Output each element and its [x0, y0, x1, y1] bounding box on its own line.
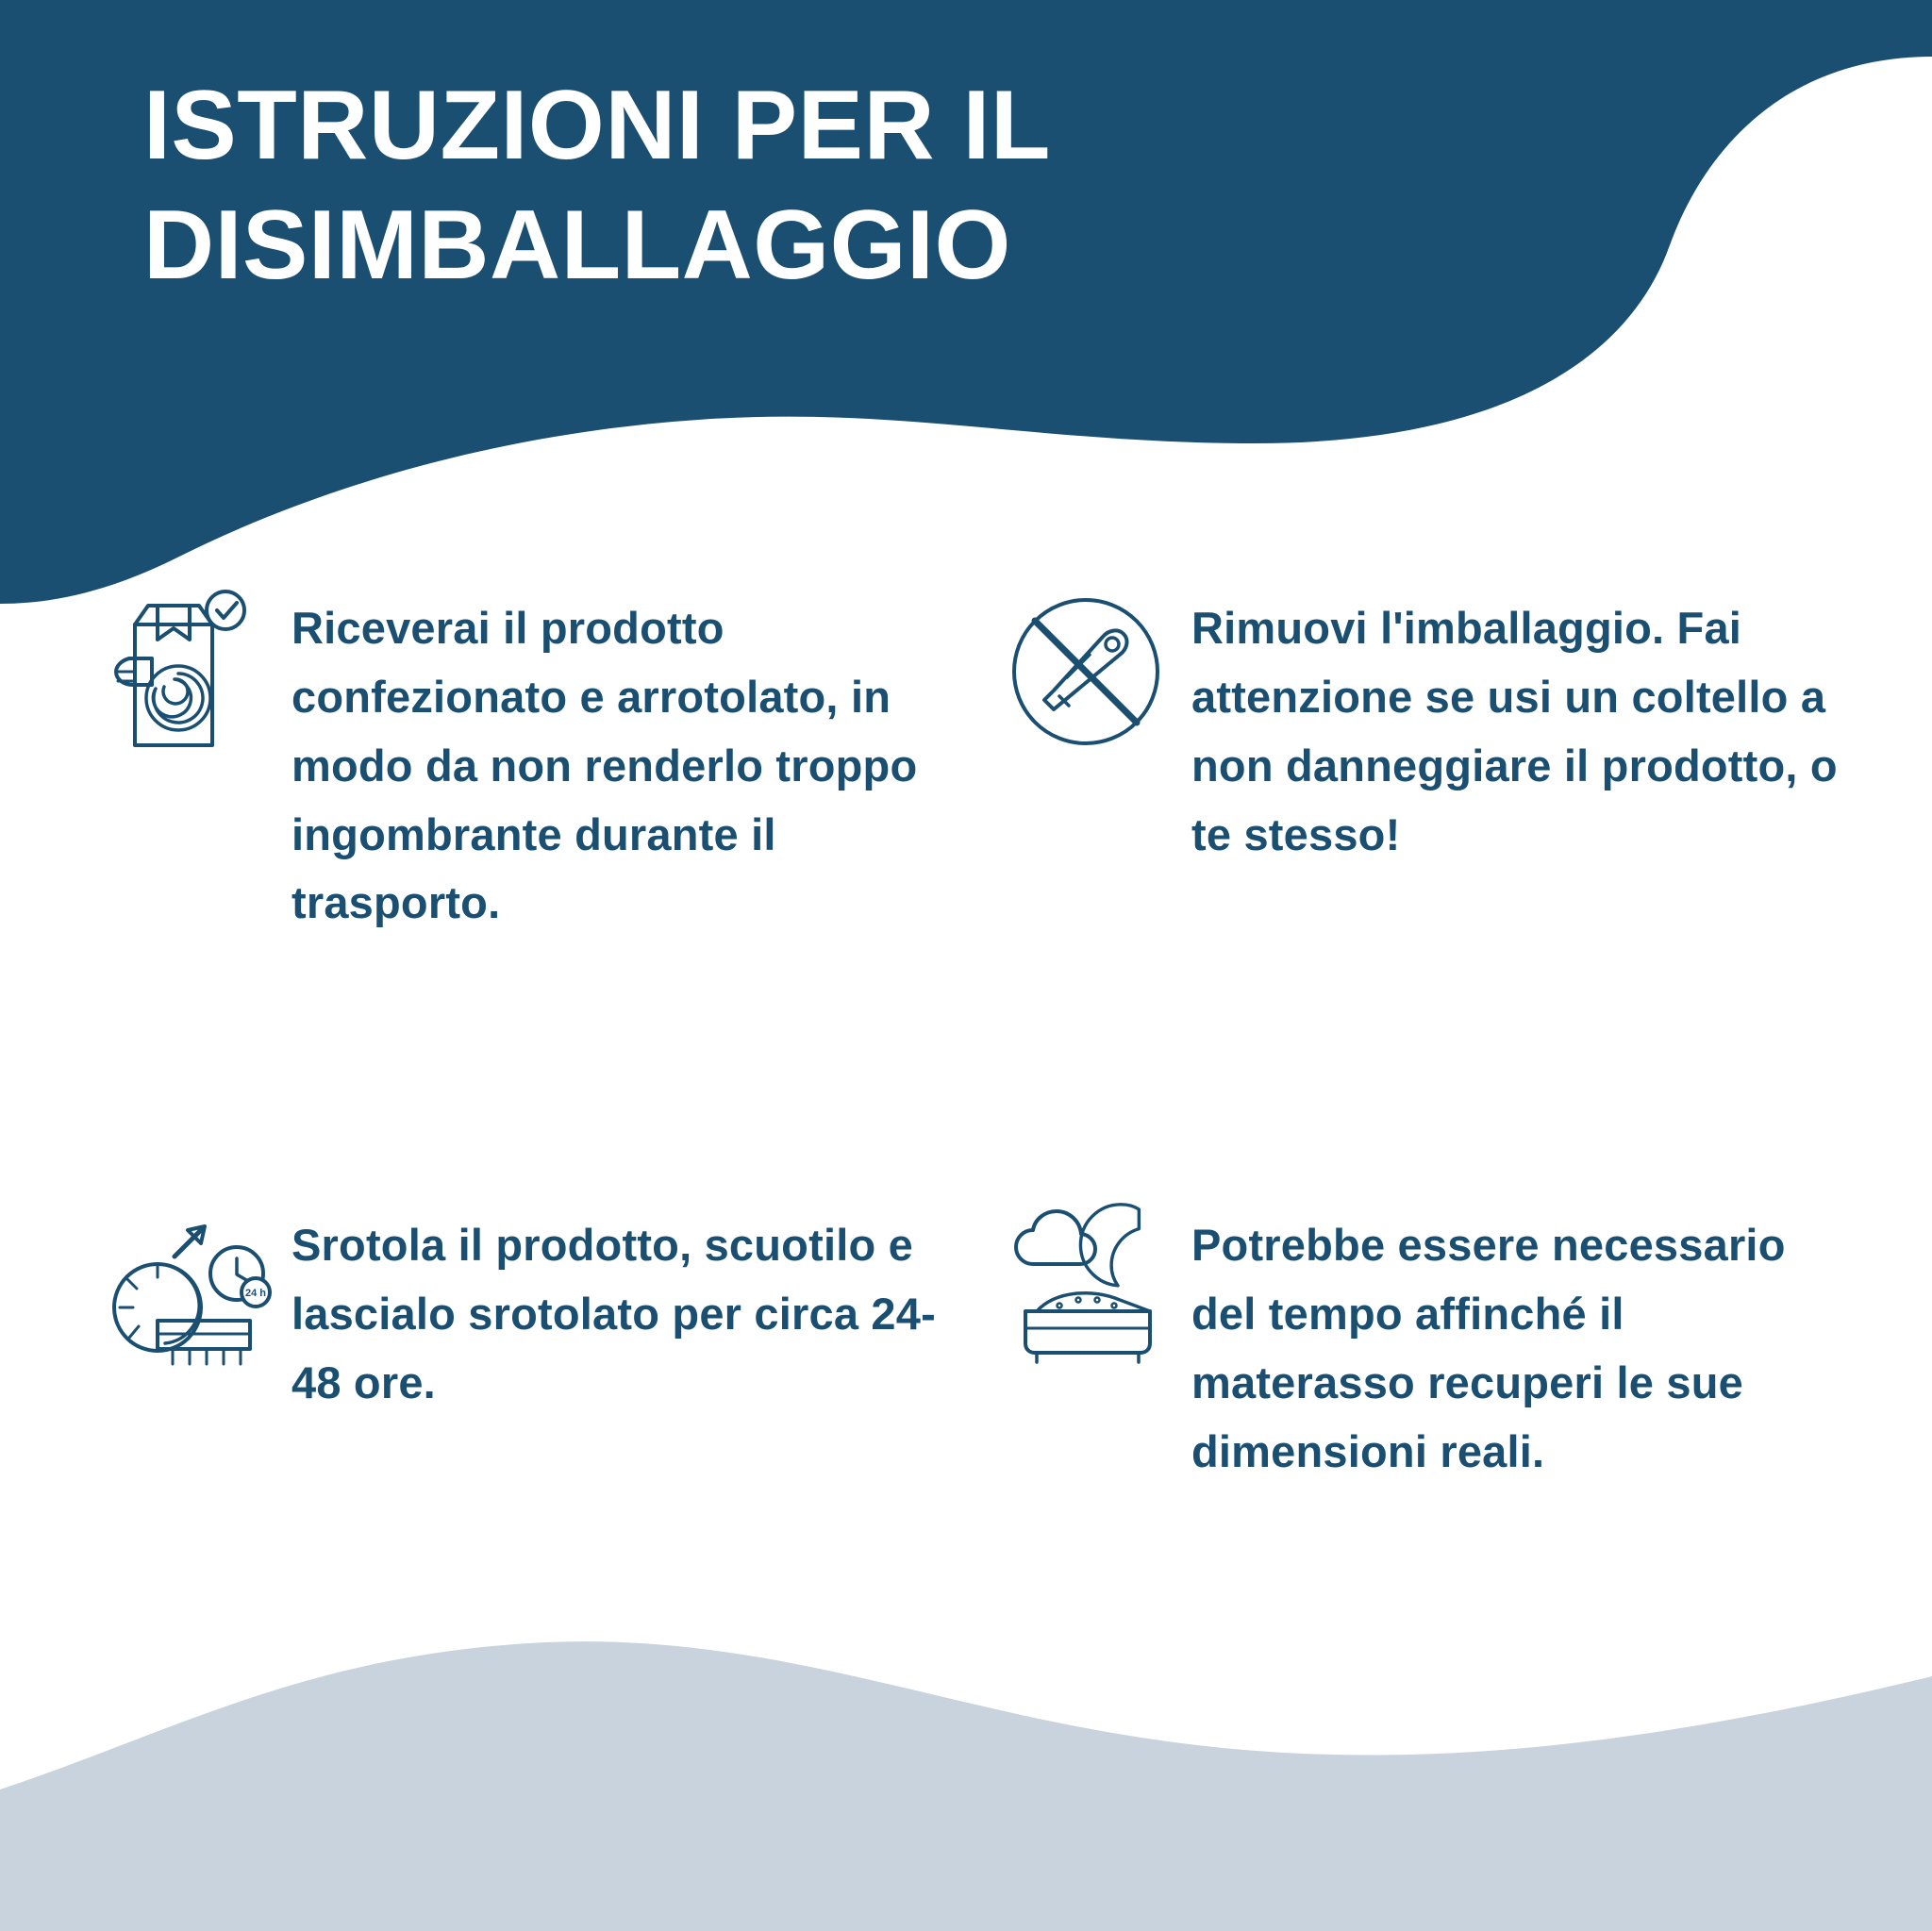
package-box-hand-icon	[94, 585, 278, 769]
step-text-3: Srotola il prodotto, scuotilo e lascialo srotolato per circa 24-48 ore.	[291, 1220, 936, 1407]
mattress-night-moon-icon	[994, 1202, 1178, 1386]
step-item-3	[66, 957, 966, 1505]
steps-grid	[0, 566, 1932, 1506]
step-item-2	[966, 566, 1866, 957]
step-item-4	[966, 957, 1866, 1505]
step-text-2: Rimuovi l'imballaggio. Fai attenzione se usi un coltello a non danneggiare il prodotto, o te stesso!	[1191, 603, 1838, 859]
svg-text:24 h: 24 h	[244, 1288, 267, 1300]
step-text-4: Potrebbe essere necessario del tempo affinché il materasso recuperi le sue dimensioni reali.	[1191, 1220, 1786, 1476]
footer-background-shape	[0, 1554, 1932, 1931]
page-title: ISTRUZIONI PER IL DISIMBALLAGGIO	[143, 71, 1049, 300]
unroll-mattress-clock-icon	[94, 1202, 278, 1386]
step-item-1	[66, 566, 966, 957]
no-cutter-knife-icon	[994, 585, 1178, 769]
step-text-1: Riceverai il prodotto confezionato e arrotolato, in modo da non renderlo troppo ingombrante durante il trasporto.	[291, 603, 918, 928]
